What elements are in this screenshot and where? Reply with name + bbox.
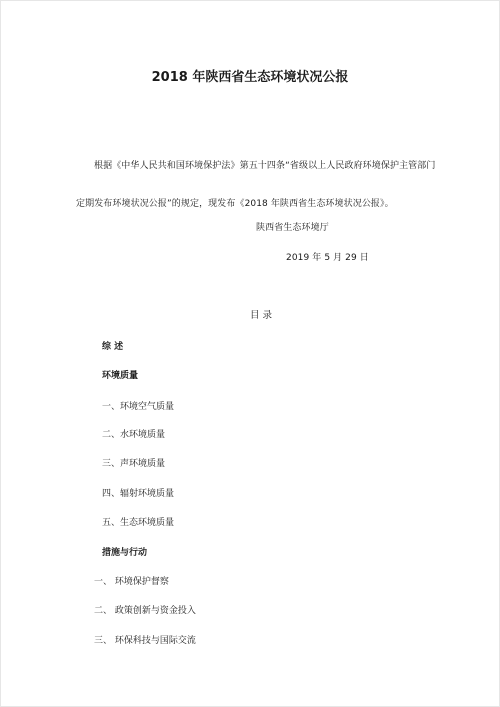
- toc-entry-science-cooperation: 三、 环保科技与国际交流: [94, 636, 196, 646]
- toc-entry-policy-funding: 二、 政策创新与资金投入: [94, 606, 196, 616]
- toc-entry-air-quality: 一、环境空气质量: [102, 402, 175, 412]
- issuer-name: 陕西省生态环境厅: [256, 223, 329, 233]
- document-title: 2018 年陕西省生态环境状况公报: [151, 70, 349, 85]
- toc-entry-water-quality: 二、水环境质量: [102, 430, 166, 440]
- toc-entry-acoustic-quality: 三、声环境质量: [102, 459, 166, 469]
- issue-date: 2019 年 5 月 29 日: [286, 253, 369, 263]
- toc-entry-ecological-quality: 五、生态环境质量: [102, 518, 175, 528]
- toc-entry-environmental-quality: 环境质量: [102, 371, 139, 381]
- toc-entry-inspection: 一、 环境保护督察: [94, 577, 169, 587]
- intro-paragraph-line-1: 根据《中华人民共和国环境保护法》第五十四条“省级以上人民政府环境保护主管部门: [94, 161, 436, 171]
- intro-paragraph-line-2: 定期发布环境状况公报”的规定，现发布《2018 年陕西省生态环境状况公报》。: [76, 199, 394, 209]
- toc-entry-overview: 综 述: [102, 342, 124, 352]
- toc-entry-measures-actions: 措施与行动: [102, 548, 148, 558]
- toc-heading: 目 录: [250, 310, 273, 321]
- toc-entry-radiation-quality: 四、辐射环境质量: [102, 489, 175, 499]
